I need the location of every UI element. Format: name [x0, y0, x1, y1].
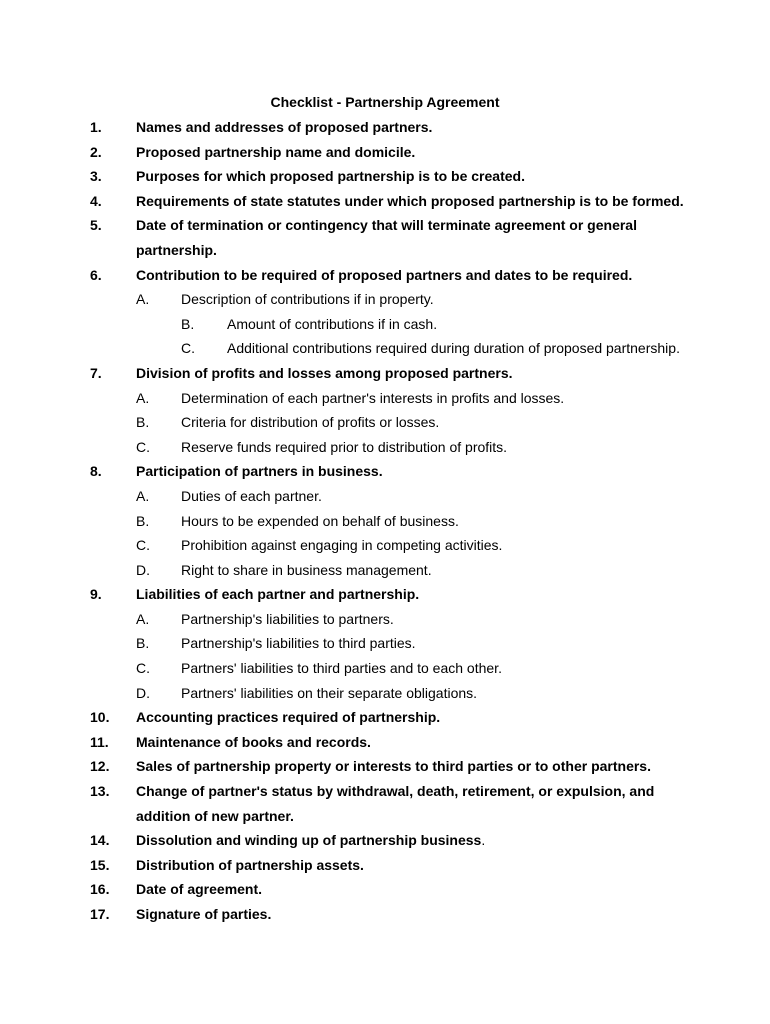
sub-item-text: Partners' liabilities on their separate obligations. — [181, 684, 478, 701]
sub-item-8a — [0, 487, 770, 512]
sub-item-letter: B. — [136, 512, 150, 529]
sub-item-text: Determination of each partner's interests in profits and losses. — [181, 389, 565, 406]
sub-item-text: Partnership's liabilities to partners. — [181, 610, 394, 627]
checklist-item-6 — [0, 266, 770, 291]
item-number: 11. — [90, 733, 109, 750]
item-text: Sales of partnership property or interests to third parties or to other partners. — [136, 758, 651, 775]
item-text: Names and addresses of proposed partners. — [136, 119, 433, 135]
sub-item-text: Reserve funds required prior to distribution of profits. — [181, 438, 508, 455]
item-text: Accounting practices required of partnership. — [136, 709, 441, 726]
sub-item-6a — [0, 290, 770, 315]
checklist-item-13 — [0, 782, 770, 831]
sub-item-text: Description of contributions if in property. — [181, 291, 434, 308]
item-text: Liabilities of each partner and partnership. — [136, 586, 420, 603]
sub-item-letter: B. — [136, 635, 150, 652]
sub-item-text: Right to share in business management. — [181, 561, 432, 578]
item-text: Purposes for which proposed partnership is to be created. — [136, 168, 525, 185]
item-text: Signature of parties. — [136, 906, 272, 922]
item-number: 10. — [90, 709, 110, 726]
item-text: Distribution of partnership assets. — [136, 856, 364, 873]
item-number: 5. — [90, 217, 102, 234]
item-number: 7. — [90, 364, 102, 381]
sub-item-letter: D. — [136, 561, 150, 578]
item-number: 8. — [90, 463, 102, 480]
item-number: 6. — [90, 266, 102, 283]
sub-item-6b — [0, 315, 770, 340]
checklist-item-8 — [0, 462, 770, 487]
item-number: 15. — [90, 856, 110, 873]
item-text: Contribution to be required of proposed partners and dates to be required. — [136, 266, 633, 283]
sub-item-text: Additional contributions required during duration of proposed partnership. — [227, 340, 680, 357]
sub-item-letter: A. — [136, 487, 150, 504]
item-number: 16. — [90, 881, 110, 898]
item-number: 4. — [90, 192, 102, 209]
sub-item-text: Hours to be expended on behalf of business. — [181, 512, 459, 529]
sub-item-letter: D. — [136, 684, 150, 701]
item-text: Change of partner's status by withdrawal, death, retirement, or expulsion, and addition of new partner. — [136, 783, 655, 824]
item-number: 14. — [90, 832, 110, 849]
sub-item-text: Prohibition against engaging in competing activities. — [181, 537, 503, 554]
item-text: Requirements of state statutes under which proposed partnership is to be formed. — [136, 192, 684, 209]
item-text-period: . — [481, 832, 486, 849]
checklist-item-17 — [0, 905, 770, 930]
item-text: Division of profits and losses among proposed partners. — [136, 364, 513, 381]
sub-item-letter: C. — [136, 660, 150, 677]
item-text: Proposed partnership name and domicile. — [136, 143, 416, 160]
item-text: Participation of partners in business. — [136, 463, 383, 480]
item-text: Date of termination or contingency that will terminate agreement or general partnership. — [136, 217, 637, 258]
item-text: Date of agreement. — [136, 881, 263, 898]
checklist-item-5 — [0, 216, 770, 265]
sub-item-text: Partnership's liabilities to third parties. — [181, 635, 416, 652]
sub-item-9c — [0, 659, 770, 684]
item-number: 17. — [90, 906, 110, 922]
item-number: 12. — [90, 758, 110, 775]
sub-item-letter: A. — [136, 610, 150, 627]
sub-item-letter: C. — [136, 438, 150, 455]
checklist — [0, 118, 770, 930]
sub-item-letter: B. — [136, 414, 150, 431]
document-title: Checklist - Partnership Agreement — [270, 94, 500, 110]
sub-item-8b — [0, 512, 770, 537]
sub-item-letter: A. — [136, 291, 150, 308]
sub-item-text: Partners' liabilities to third parties and to each other. — [181, 660, 502, 677]
item-text: Maintenance of books and records. — [136, 733, 371, 750]
sub-item-letter: B. — [181, 315, 195, 332]
item-text — [136, 828, 696, 853]
item-number: 3. — [90, 168, 102, 185]
checklist-item-9 — [0, 585, 770, 610]
item-number: 9. — [90, 586, 102, 603]
item-number: 13. — [90, 783, 110, 800]
sub-item-9a — [0, 610, 770, 635]
item-text-body: Dissolution and winding up of partnership business — [136, 832, 482, 849]
sub-item-letter: C. — [136, 537, 150, 554]
sub-item-letter: A. — [136, 389, 150, 406]
sub-item-letter: C. — [181, 340, 195, 357]
sub-item-text: Criteria for distribution of profits or losses. — [181, 414, 440, 431]
checklist-item-7 — [0, 364, 770, 389]
item-number: 1. — [90, 119, 102, 135]
sub-item-7b — [0, 413, 770, 438]
item-number: 2. — [90, 143, 102, 160]
sub-item-7a — [0, 389, 770, 414]
sub-item-9b — [0, 634, 770, 659]
sub-item-text: Duties of each partner. — [181, 487, 322, 504]
sub-item-text: Amount of contributions if in cash. — [227, 315, 438, 332]
sub-item-8c — [0, 536, 770, 561]
